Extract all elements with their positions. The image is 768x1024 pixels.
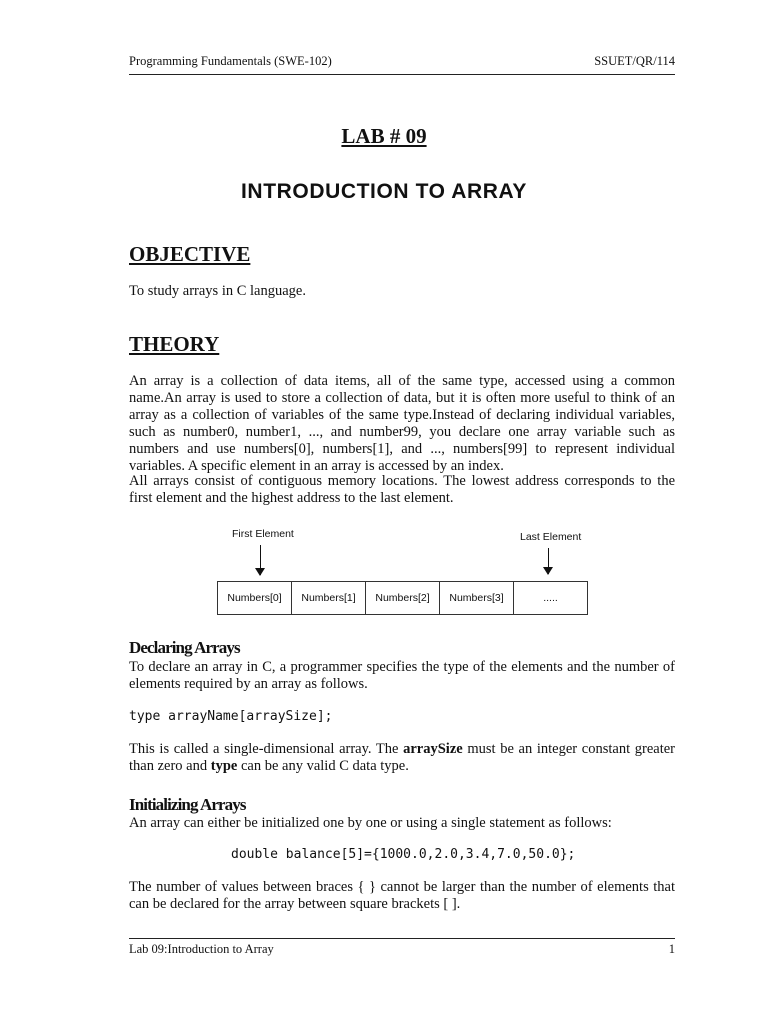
array-cell: Numbers[2] <box>366 582 440 614</box>
declaring-text: To declare an array in C, a programmer specifies the type of the elements and the number of elements required by an array as follows. <box>129 659 675 692</box>
declaring-code: type arrayName[arraySize]; <box>129 709 333 724</box>
note-text: must be an integer constant greater than zero and <box>129 741 675 774</box>
initializing-code: double balance[5]={1000.0,2.0,3.4,7.0,50.0}; <box>231 847 576 862</box>
declaring-heading: Declaring Arrays <box>129 638 240 657</box>
note-text: can be any valid C data type. <box>237 758 409 774</box>
objective-text: To study arrays in C language. <box>129 283 306 299</box>
page-header <box>129 54 675 75</box>
initializing-heading: Initializing Arrays <box>129 795 246 814</box>
theory-heading: THEORY <box>129 332 220 356</box>
array-cell: Numbers[3] <box>440 582 514 614</box>
note-keyword: type <box>210 758 238 774</box>
array-cells <box>217 581 588 615</box>
lab-number: LAB # 09 <box>341 124 427 148</box>
page-number: 1 <box>668 942 675 956</box>
initializing-note: The number of values between braces { } cannot be larger than the number of elements that can be declared for the array between square brackets [ ]. <box>129 879 675 912</box>
declaring-note <box>129 741 675 775</box>
note-text: This is called a single-dimensional array. The <box>129 741 404 757</box>
array-diagram <box>200 520 600 620</box>
last-element-arrow-icon <box>548 548 549 574</box>
page-footer <box>129 938 675 957</box>
header-code: SSUET/QR/114 <box>594 54 675 68</box>
header-course: Programming Fundamentals (SWE-102) <box>129 54 332 68</box>
footer-title: Lab 09:Introduction to Array <box>129 942 274 956</box>
initializing-text: An array can either be initialized one by one or using a single statement as follows: <box>129 815 612 831</box>
first-element-label: First Element <box>232 528 294 540</box>
array-cell: ..... <box>543 592 558 604</box>
last-element-label: Last Element <box>520 531 582 543</box>
array-cell: Numbers[0] <box>218 582 292 614</box>
array-cell: Numbers[1] <box>292 582 366 614</box>
page-title: INTRODUCTION TO ARRAY <box>241 180 527 203</box>
objective-heading: OBJECTIVE <box>129 242 251 266</box>
first-element-arrow-icon <box>260 545 261 575</box>
theory-paragraph-2: All arrays consist of contiguous memory locations. The lowest address corresponds to the first element and the highest address to the last element. <box>129 473 675 506</box>
theory-paragraph-1: An array is a collection of data items, all of the same type, accessed using a common name.An array is used to store a collection of data, but it is often more useful to think of an array as a collection of variables of the same type.Instead of declaring individual variables, such as number0, number1, ..., and number99, you declare one array variable such as numbers and use numbers[0], numbers[1], and ..., numbers[99] to represent individual variables. A specific element in an array is accessed by an index. <box>129 373 675 474</box>
note-keyword: arraySize <box>403 741 463 757</box>
